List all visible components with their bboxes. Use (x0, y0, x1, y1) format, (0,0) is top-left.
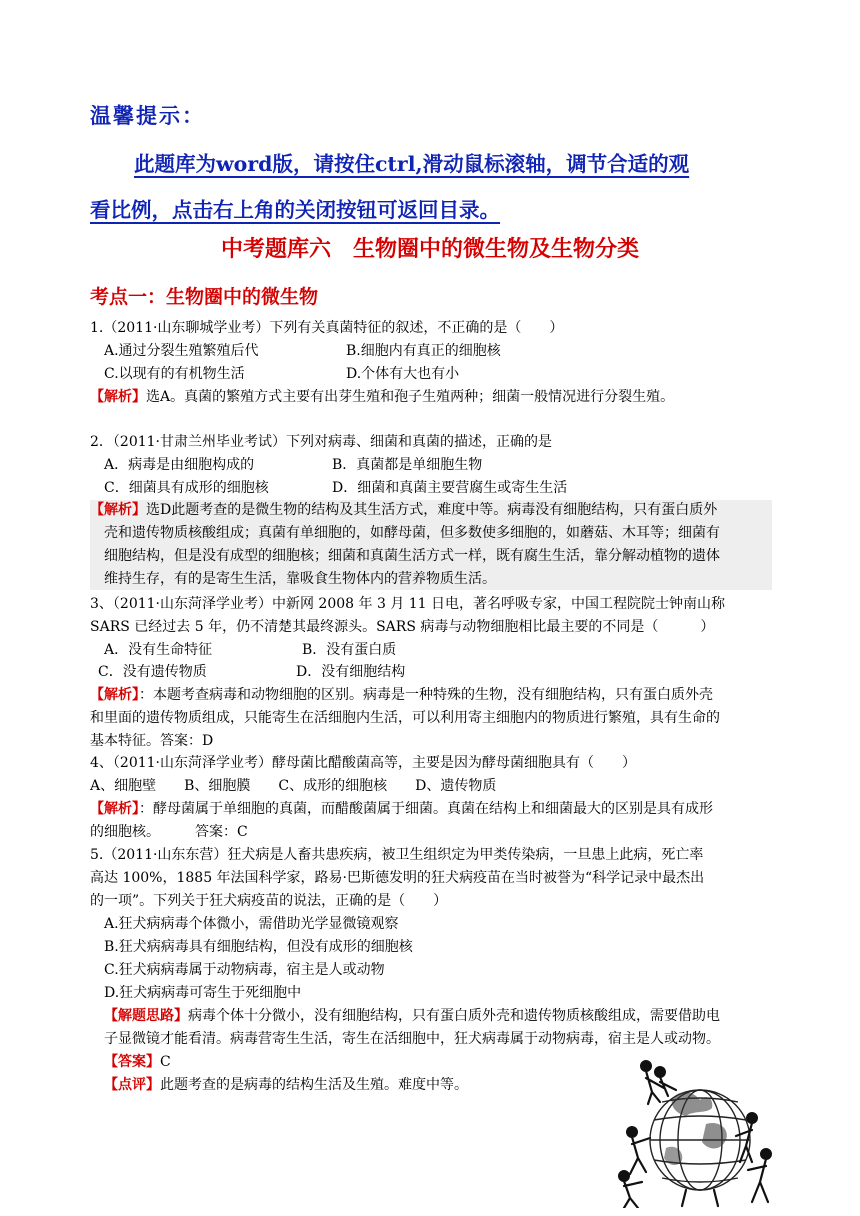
q3-option-b: B．没有蛋白质 (302, 642, 397, 658)
q2-analysis-line-4: 维持生存，有的是寄生生活，靠吸食生物体内的营养物质生活。 (104, 571, 496, 587)
q2-stem: 2．（2011·甘肃兰州毕业考试）下列对病毒、细菌和真菌的描述，正确的是 (90, 434, 552, 450)
q3-option-c: C．没有遗传物质 (98, 664, 207, 680)
q4-analysis-line-1: 【解析】：酵母菌属于单细胞的真菌，而醋酸菌属于细菌。真菌在结构上和细菌最大的区别是具有成形 (90, 801, 713, 817)
q1-option-a: A.通过分裂生殖繁殖后代 (104, 343, 259, 359)
q5-option-c: C.狂犬病病毒属于动物病毒，宿主是人或动物 (104, 962, 385, 978)
q3-analysis-line-2: 和里面的遗传物质组成，只能寄生在活细胞内生活，可以利用寄主细胞内的物质进行繁殖，具有生命的 (90, 710, 720, 726)
q1-analysis-text: 选A。真菌的繁殖方式主要有出芽生殖和孢子生殖两种；细菌一般情况进行分裂生殖。 (146, 389, 675, 405)
q5-comment: 【点评】此题考查的是病毒的结构生活及生殖。难度中等。 (104, 1077, 468, 1093)
answer-label: 【答案】 (104, 1054, 160, 1070)
q2-option-b: B．真菌都是单细胞生物 (332, 457, 483, 473)
globe-people-icon (602, 1058, 788, 1208)
q5-answer: 【答案】C (104, 1054, 171, 1070)
q3-stem-line-2: SARS 已经过去 5 年，仍不清楚其最终源头。SARS 病毒与动物细胞相比最主要的不同是（ ） (90, 619, 715, 635)
q5-option-a: A.狂犬病病毒个体微小，需借助光学显微镜观察 (104, 916, 399, 932)
q2-analysis-line-1: 【解析】选D此题考查的是微生物的结构及其生活方式，难度中等。病毒没有细胞结构，只有蛋白质外 (90, 502, 718, 518)
q2-option-a: A．病毒是由细胞构成的 (104, 457, 255, 473)
q2-analysis-line-3: 细胞结构，但是没有成型的细胞核；细菌和真菌生活方式一样，既有腐生生活，靠分解动植物的遗体 (104, 548, 720, 564)
q5-stem-line-3: 的一项”。下列关于狂犬病疫苗的说法，正确的是（ ） (90, 893, 448, 909)
tip-line-2: 看比例，点击右上角的关闭按钮可返回目录。 (90, 198, 500, 222)
document-title: 中考题库六 生物圈中的微生物及生物分类 (220, 236, 639, 262)
tip-title: 温馨提示： (90, 103, 205, 128)
analysis-label: 【解析】 (90, 801, 139, 817)
q1-option-c: C.以现有的有机物生活 (104, 366, 245, 382)
q1-option-b: B.细胞内有真正的细胞核 (346, 343, 501, 359)
q3-analysis-line-1: 【解析】：本题考查病毒和动物细胞的区别。病毒是一种特殊的生物，没有细胞结构，只有蛋白质外壳 (90, 687, 713, 703)
q4-options: A、细胞壁 B、细胞膜 C、成形的细胞核 D、遗传物质 (90, 778, 497, 794)
section-heading: 考点一：生物圈中的微生物 (90, 286, 319, 308)
q2-option-c: C．细菌具有成形的细胞核 (104, 480, 269, 496)
q5-option-d: D.狂犬病病毒可寄生于死细胞中 (104, 985, 302, 1001)
q3-option-a: A．没有生命特征 (104, 642, 213, 658)
q5-stem-line-1: 5.（2011·山东东营）狂犬病是人畜共患疾病，被卫生组织定为甲类传染病，一旦患上此病，死亡率 (90, 847, 704, 863)
idea-label: 【解题思路】 (104, 1008, 188, 1024)
q1-analysis (90, 387, 674, 407)
q3-analysis-line-3: 基本特征。答案：D (90, 733, 214, 749)
globe-illustration (602, 1058, 788, 1208)
comment-label: 【点评】 (104, 1077, 160, 1093)
q2-option-d: D．细菌和真菌主要营腐生或寄生生活 (332, 480, 568, 496)
q5-idea-line-1: 【解题思路】病毒个体十分微小，没有细胞结构，只有蛋白质外壳和遗传物质核酸组成，需要借助电 (104, 1008, 720, 1024)
q3-option-d: D．没有细胞结构 (296, 664, 406, 680)
analysis-label: 【解析】 (90, 389, 146, 405)
analysis-label: 【解析】 (90, 687, 139, 703)
q4-analysis-line-2: 的细胞核。 答案：C (90, 824, 248, 840)
tip-line-1: 此题库为word版，请按住ctrl,滑动鼠标滚轴，调节合适的观 (134, 152, 690, 176)
q5-option-b: B.狂犬病病毒具有细胞结构，但没有成形的细胞核 (104, 939, 413, 955)
q4-stem: 4、（2011·山东菏泽学业考）酵母菌比醋酸菌高等，主要是因为酵母菌细胞具有（ ） (90, 755, 636, 771)
analysis-label: 【解析】 (90, 502, 146, 518)
q5-idea-line-2: 子显微镜才能看清。病毒营寄生生活，寄生在活细胞中，狂犬病毒属于动物病毒，宿主是人或动物。 (104, 1031, 720, 1047)
q3-stem-line-1: 3、（2011·山东菏泽学业考）中新网 2008 年 3 月 11 日电，著名呼吸专家，中国工程院院士钟南山称 (90, 596, 726, 612)
q1-option-d: D.个体有大也有小 (346, 366, 460, 382)
q1-stem: 1.（2011·山东聊城学业考）下列有关真菌特征的叙述，不正确的是（ ） (90, 320, 564, 336)
q2-analysis-line-2: 壳和遗传物质核酸组成；真菌有单细胞的，如酵母菌，但多数使多细胞的，如蘑菇、木耳等；细菌有 (104, 525, 720, 541)
q5-stem-line-2: 高达 100%，1885 年法国科学家，路易·巴斯德发明的狂犬病疫苗在当时被誉为“科学记录中最杰出 (90, 870, 705, 886)
